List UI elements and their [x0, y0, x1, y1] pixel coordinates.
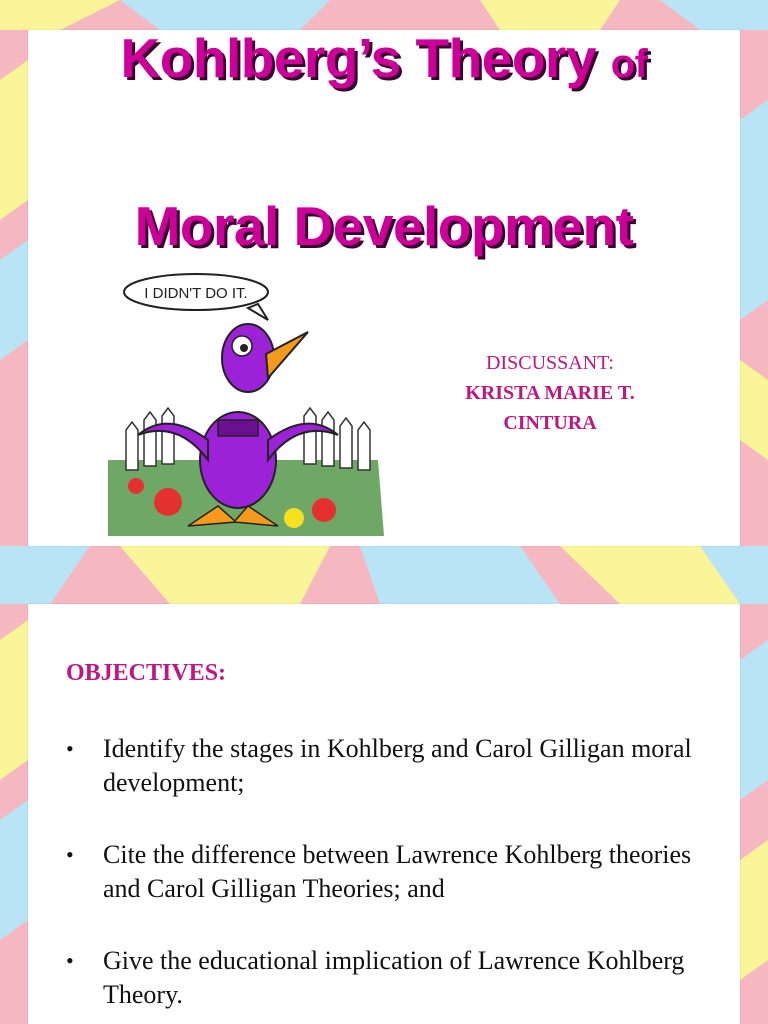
- discussant-name-line2: CINTURA: [503, 412, 597, 434]
- discussant-label: DISCUSSANT:: [486, 352, 614, 374]
- slide-title-line2: Moral Development: [134, 195, 634, 257]
- objective-text: Identify the stages in Kohlberg and Carol Gilligan moral development;: [103, 734, 692, 797]
- purple-bird-icon: [108, 270, 388, 536]
- slide-title-line1: [0, 26, 768, 90]
- bullet-marker: •: [66, 842, 74, 867]
- speech-bubble-text: I DIDN'T DO IT.: [144, 285, 248, 302]
- title-main: Kohlberg’s Theory: [120, 27, 596, 89]
- discussant-name-line1: KRISTA MARIE T.: [465, 382, 635, 404]
- objectives-heading: OBJECTIVES:: [66, 660, 227, 686]
- objective-text: Give the educational implication of Lawrence Kohlberg Theory.: [103, 946, 685, 1009]
- title-suffix: of: [610, 42, 648, 86]
- bullet-marker: •: [66, 736, 74, 761]
- discussant-block: [430, 348, 670, 438]
- objective-text: Cite the difference between Lawrence Kohlberg theories and Carol Gilligan Theories; and: [103, 840, 692, 903]
- bullet-marker: •: [66, 948, 74, 973]
